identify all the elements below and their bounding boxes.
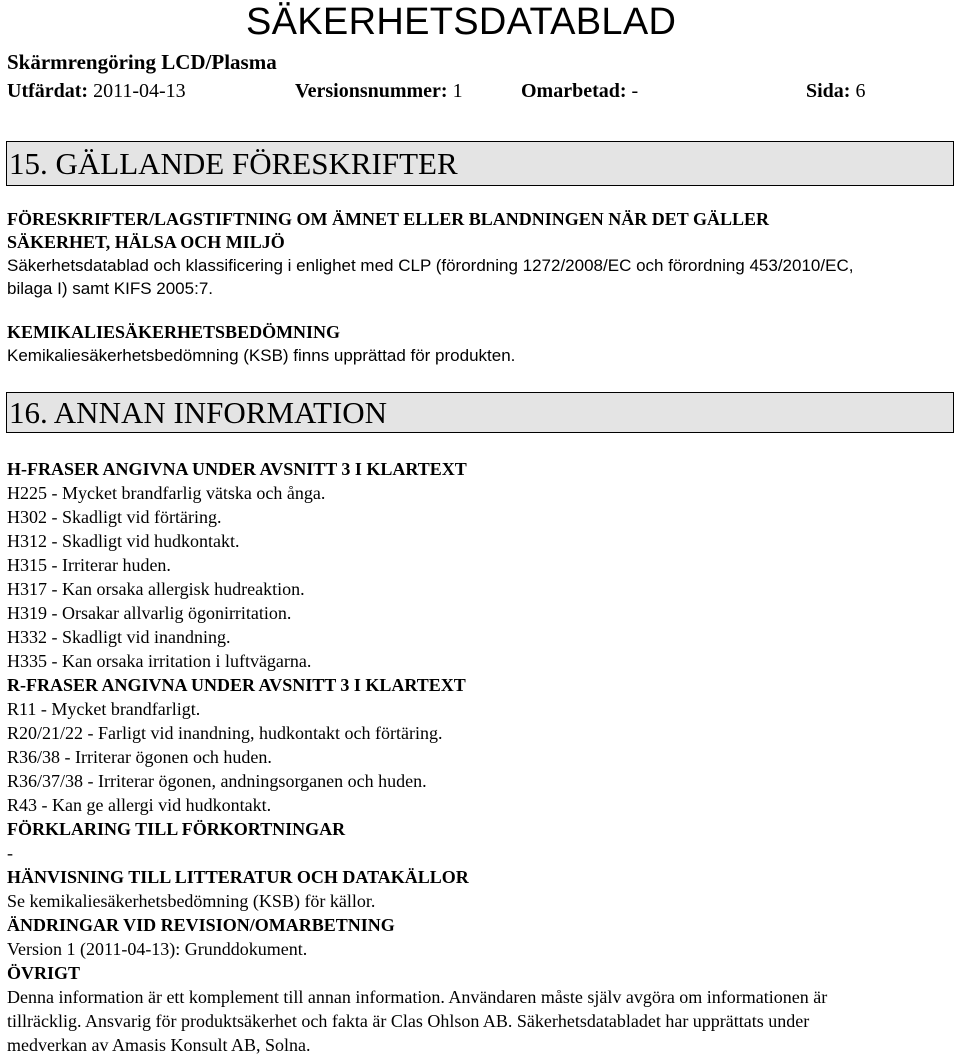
- r-phrase-item: R11 - Mycket brandfarligt.: [7, 699, 201, 719]
- page-label: Sida:: [806, 80, 851, 102]
- section-16-title: 16. ANNAN INFORMATION: [9, 395, 388, 430]
- h-phrase-item: H302 - Skadligt vid förtäring.: [7, 507, 222, 527]
- references-text: Se kemikaliesäkerhetsbedömning (KSB) för källor.: [7, 891, 376, 911]
- regulations-heading-line-1: FÖRESKRIFTER/LAGSTIFTNING OM ÄMNET ELLER BLANDNINGEN NÄR DET GÄLLER: [7, 209, 769, 229]
- regulations-text-line-2: bilaga I) samt KIFS 2005:7.: [7, 279, 213, 298]
- references-heading: HÄNVISNING TILL LITTERATUR OCH DATAKÄLLOR: [7, 867, 469, 887]
- section-16-body: [7, 457, 953, 1057]
- version-label: Versionsnummer:: [295, 80, 448, 102]
- section-15-body: [7, 208, 953, 367]
- issued-value: 2011-04-13: [93, 80, 186, 102]
- product-name: Skärmrengöring LCD/Plasma: [7, 50, 277, 74]
- page-field: [806, 79, 865, 103]
- chemical-safety-text: Kemikaliesäkerhetsbedömning (KSB) finns upprättad för produkten.: [7, 346, 516, 365]
- other-heading: ÖVRIGT: [7, 963, 81, 983]
- version-value: 1: [452, 80, 463, 102]
- h-phrase-item: H319 - Orsakar allvarlig ögonirritation.: [7, 603, 292, 623]
- h-phrase-item: H315 - Irriterar huden.: [7, 555, 171, 575]
- r-phrase-item: R20/21/22 - Farligt vid inandning, hudkontakt och förtäring.: [7, 723, 443, 743]
- abbreviations-heading: FÖRKLARING TILL FÖRKORTNINGAR: [7, 819, 346, 839]
- revisions-heading: ÄNDRINGAR VID REVISION/OMARBETNING: [7, 915, 395, 935]
- section-15-header: [6, 141, 954, 186]
- chemical-safety-heading: KEMIKALIESÄKERHETSBEDÖMNING: [7, 322, 341, 342]
- other-text-line-1: Denna information är ett komplement till annan information. Användaren måste själv avgöra om informationen är: [7, 987, 828, 1007]
- section-15-title: 15. GÄLLANDE FÖRESKRIFTER: [9, 146, 458, 181]
- section-16-header: [6, 392, 954, 433]
- regulations-heading-line-2: SÄKERHET, HÄLSA OCH MILJÖ: [7, 232, 285, 252]
- h-phrase-item: H317 - Kan orsaka allergisk hudreaktion.: [7, 579, 305, 599]
- revised-value: -: [631, 80, 639, 102]
- revisions-text: Version 1 (2011-04-13): Grunddokument.: [7, 939, 308, 959]
- h-phrase-item: H332 - Skadligt vid inandning.: [7, 627, 231, 647]
- version-field: [295, 79, 463, 103]
- r-phrases-heading: R-FRASER ANGIVNA UNDER AVSNITT 3 I KLARTEXT: [7, 675, 466, 695]
- document-title: SÄKERHETSDATABLAD: [246, 1, 677, 43]
- issued-label: Utfärdat:: [7, 80, 89, 102]
- revised-label: Omarbetad:: [521, 80, 627, 102]
- h-phrase-item: H335 - Kan orsaka irritation i luftvägarna.: [7, 651, 312, 671]
- abbreviations-text: -: [7, 843, 13, 863]
- other-text-line-3: medverkan av Amasis Konsult AB, Solna.: [7, 1035, 311, 1055]
- h-phrases-heading: H-FRASER ANGIVNA UNDER AVSNITT 3 I KLARTEXT: [7, 459, 467, 479]
- regulations-text-line-1: Säkerhetsdatablad och klassificering i enlighet med CLP (förordning 1272/2008/EC och förordning 453/2010/EC,: [7, 256, 854, 275]
- r-phrase-item: R43 - Kan ge allergi vid hudkontakt.: [7, 795, 272, 815]
- page-number: 6: [855, 80, 866, 102]
- h-phrase-item: H225 - Mycket brandfarlig vätska och ånga.: [7, 483, 326, 503]
- h-phrase-item: H312 - Skadligt vid hudkontakt.: [7, 531, 240, 551]
- issued-field: [7, 79, 186, 103]
- revised-field: [521, 79, 638, 103]
- r-phrase-item: R36/37/38 - Irriterar ögonen, andningsorganen och huden.: [7, 771, 427, 791]
- other-text-line-2: tillräcklig. Ansvarig för produktsäkerhet och fakta är Clas Ohlson AB. Säkerhetsdatabladet har upprättats under: [7, 1011, 810, 1031]
- r-phrase-item: R36/38 - Irriterar ögonen och huden.: [7, 747, 272, 767]
